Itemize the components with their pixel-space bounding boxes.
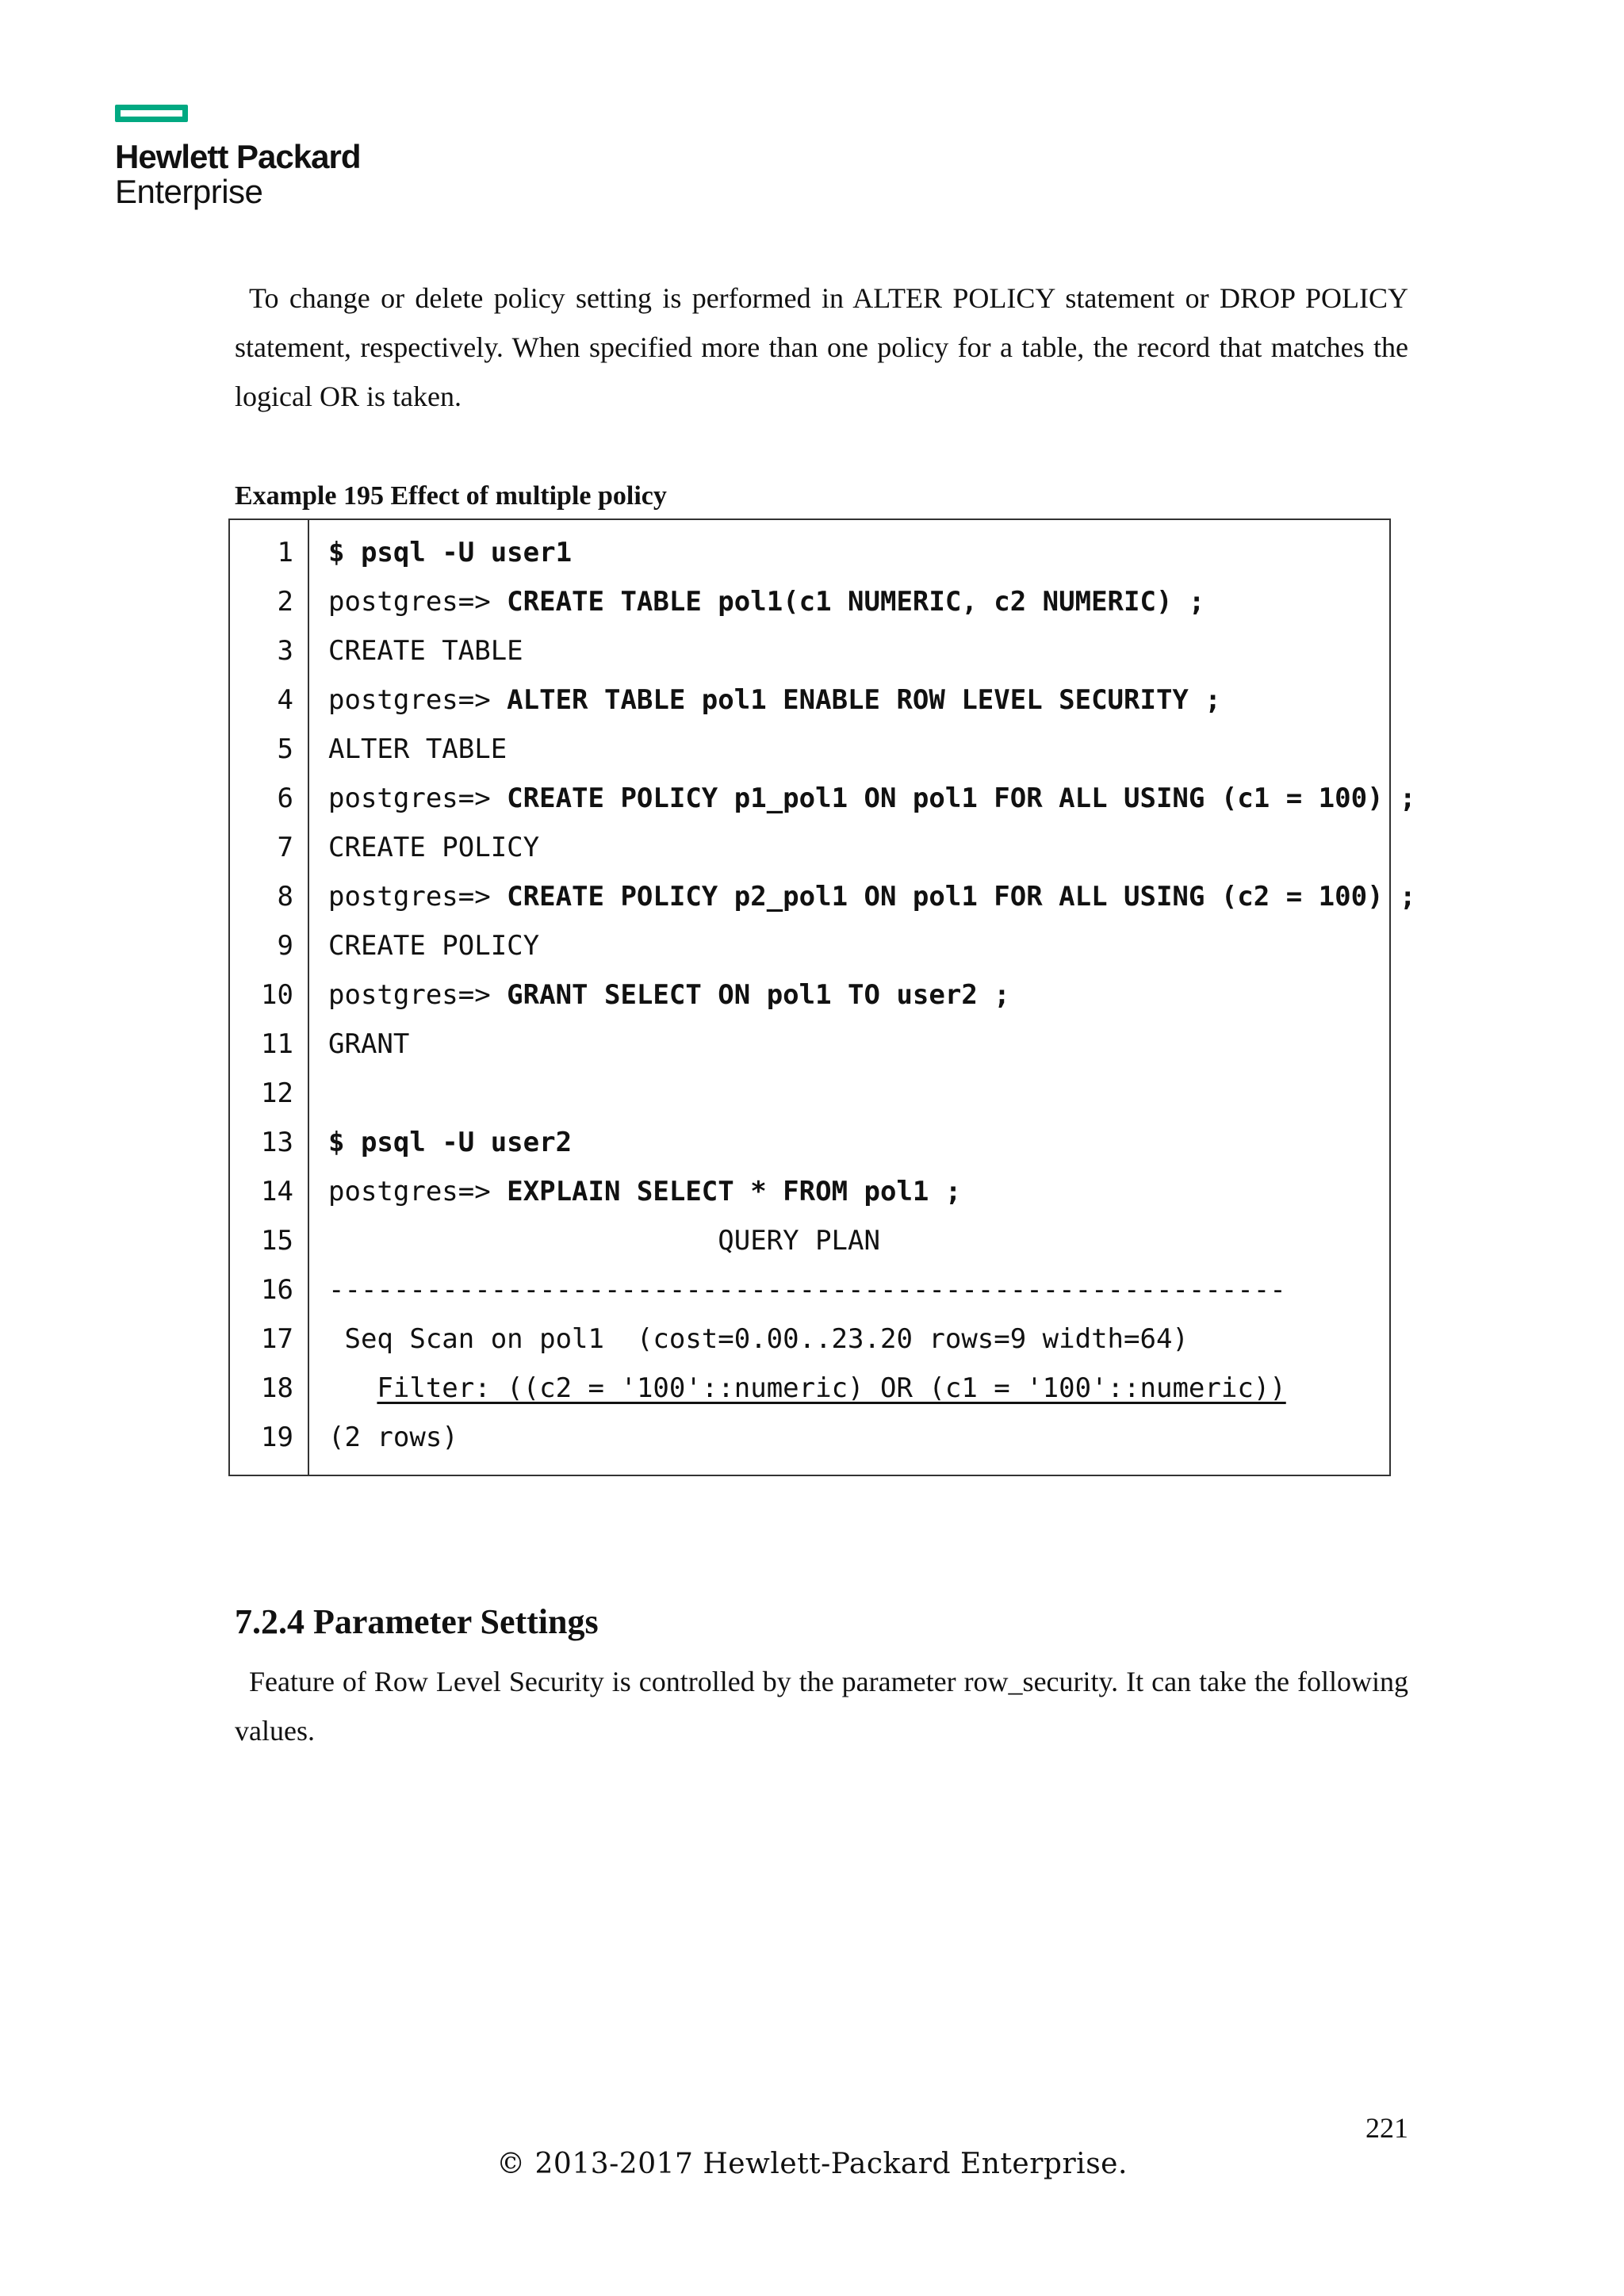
code-command-text: EXPLAIN SELECT * FROM pol1 ; (507, 1176, 962, 1207)
code-line (230, 577, 1389, 626)
code-text (328, 528, 572, 577)
code-plain-text: postgres=> (328, 979, 508, 1011)
code-plain-text: CREATE TABLE (328, 635, 523, 667)
code-line (230, 921, 1389, 970)
code-plain-text (328, 1372, 377, 1404)
line-number: 1 (277, 537, 293, 568)
code-text (328, 774, 1415, 823)
section-paragraph (235, 1657, 1408, 1755)
intro-paragraph-text: To change or delete policy setting is performed in ALTER POLICY statement or DROP POLICY statement, respectively. When specified more than one policy for a table, the record that matches the logical OR is taken. (235, 282, 1408, 412)
code-plain-text: ----------------------------------------------------------- (328, 1274, 1286, 1306)
line-number: 9 (277, 930, 293, 962)
code-underlined-text: Filter: ((c2 = '100'::numeric) OR (c1 = '100'::numeric)) (377, 1372, 1286, 1404)
line-number: 17 (261, 1323, 293, 1355)
code-command-text: $ psql -U user2 (328, 1127, 573, 1158)
section-heading: 7.2.4 Parameter Settings (235, 1602, 599, 1641)
line-number: 2 (277, 586, 293, 618)
code-line (230, 1118, 1389, 1167)
code-line (230, 1216, 1389, 1265)
logo-text-line2: Enterprise (115, 173, 263, 210)
code-text (328, 626, 523, 675)
code-line (230, 725, 1389, 774)
code-line (230, 872, 1416, 921)
line-number: 12 (261, 1077, 293, 1109)
code-plain-text: ALTER TABLE (328, 733, 508, 765)
section-paragraph-text: Feature of Row Level Security is controlled by the parameter row_security. It can take the following values. (235, 1666, 1408, 1747)
code-plain-text: CREATE POLICY (328, 832, 540, 863)
code-plain-text: postgres=> (328, 1176, 508, 1207)
line-number: 13 (261, 1127, 293, 1158)
code-text (328, 1265, 1286, 1314)
code-line (230, 528, 1389, 577)
hpe-logo (115, 105, 360, 209)
code-line (230, 1413, 1389, 1462)
code-plain-text: postgres=> (328, 881, 508, 913)
code-command-text: GRANT SELECT ON pol1 TO user2 ; (507, 979, 1010, 1011)
code-text (328, 921, 539, 970)
code-text (328, 1020, 409, 1069)
line-number: 3 (277, 635, 293, 667)
code-line (230, 1364, 1389, 1413)
code-text (328, 1413, 458, 1462)
code-plain-text: postgres=> (328, 783, 508, 814)
hpe-logo-mark (115, 105, 188, 122)
line-number: 11 (261, 1028, 293, 1060)
code-text (328, 1118, 572, 1167)
code-text (328, 1167, 961, 1216)
example-caption: Example 195 Effect of multiple policy (235, 481, 667, 511)
code-text (328, 577, 1205, 626)
code-text (328, 675, 1221, 725)
line-number: 19 (261, 1422, 293, 1453)
line-number: 14 (261, 1176, 293, 1207)
code-text (328, 970, 1010, 1020)
line-number: 18 (261, 1372, 293, 1404)
code-text (328, 1314, 1189, 1364)
code-line (230, 1020, 1389, 1069)
copyright-notice: © 2013-2017 Hewlett-Packard Enterprise. (496, 2148, 1128, 2180)
code-line (230, 970, 1389, 1020)
code-line (230, 1167, 1389, 1216)
code-command-text: CREATE POLICY p1_pol1 ON pol1 FOR ALL USING (c1 = 100) ; (507, 783, 1416, 814)
code-plain-text: (2 rows) (328, 1422, 458, 1453)
line-number: 16 (261, 1274, 293, 1306)
code-line (230, 1069, 1389, 1118)
code-line (230, 1265, 1389, 1314)
line-number: 8 (277, 881, 293, 913)
page-number: 221 (1365, 2112, 1408, 2144)
code-plain-text: GRANT (328, 1028, 410, 1060)
code-text (328, 1216, 880, 1265)
code-text (328, 725, 507, 774)
code-plain-text: postgres=> (328, 586, 508, 618)
code-text (328, 872, 1415, 921)
code-plain-text: CREATE POLICY (328, 930, 540, 962)
code-listing (228, 519, 1416, 1476)
intro-paragraph (235, 274, 1408, 421)
code-plain-text: postgres=> (328, 684, 508, 716)
code-line (230, 823, 1389, 872)
code-command-text: $ psql -U user1 (328, 537, 573, 568)
code-text (328, 1364, 1286, 1413)
logo-text-line1: Hewlett Packard (115, 138, 361, 175)
line-number: 5 (277, 733, 293, 765)
code-line (230, 1314, 1389, 1364)
line-number: 6 (277, 783, 293, 814)
line-number: 15 (261, 1225, 293, 1257)
code-command-text: CREATE POLICY p2_pol1 ON pol1 FOR ALL USING (c2 = 100) ; (507, 881, 1416, 913)
code-line (230, 774, 1416, 823)
code-command-text: CREATE TABLE pol1(c1 NUMERIC, c2 NUMERIC) ; (507, 586, 1205, 618)
code-plain-text: Seq Scan on pol1 (cost=0.00..23.20 rows=9 width=64) (328, 1323, 1189, 1355)
code-line (230, 626, 1389, 675)
line-number: 4 (277, 684, 293, 716)
code-plain-text: QUERY PLAN (328, 1225, 880, 1257)
code-line (230, 675, 1389, 725)
line-number: 10 (261, 979, 293, 1011)
line-number: 7 (277, 832, 293, 863)
code-command-text: ALTER TABLE pol1 ENABLE ROW LEVEL SECURITY ; (507, 684, 1221, 716)
code-text (328, 823, 539, 872)
